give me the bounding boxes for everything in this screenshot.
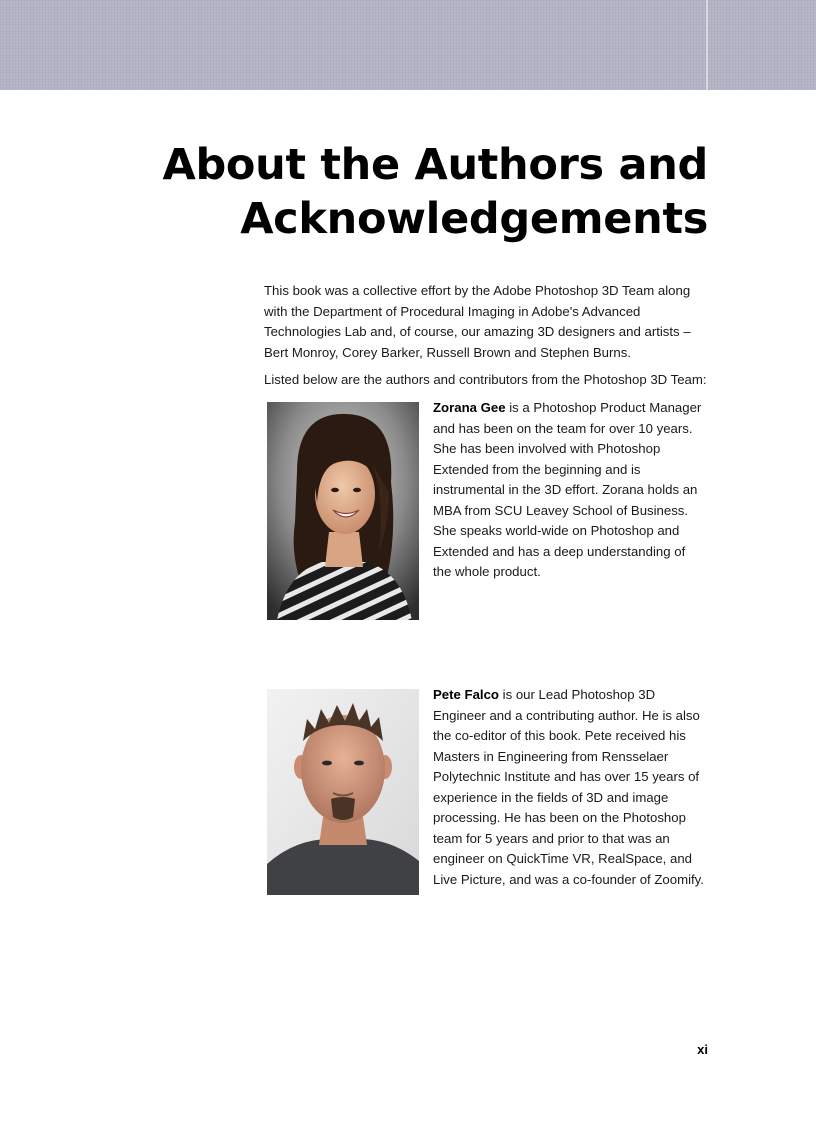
intro-text: [264, 281, 710, 398]
intro-paragraph: Listed below are the authors and contributors from the Photoshop 3D Team:: [264, 372, 707, 387]
author-photo-pete-falco: [267, 689, 419, 895]
author-bio-text: is our Lead Photoshop 3D Engineer and a contributing author. He is also the co-editor of this book. Pete received his Masters in Engineering from Rensselaer Polytechnic Institute and has over 15 years of experience in the fields of 3D and image processing. He has been on the Photoshop team for 5 years and prior to that was an engineer on QuickTime VR, RealSpace, and Live Picture, and was a co-founder of Zoomify.: [433, 687, 704, 887]
page-title: [148, 138, 708, 246]
intro-paragraph: This book was a collective effort by the Adobe Photoshop 3D Team along with the Department of Procedural Imaging in Adobe's Advanced Technologies Lab and, of course, our amazing 3D designers and artists – Bert Monroy, Corey Barker, Russell Brown and Stephen Burns.: [264, 283, 691, 360]
author-bio-text: is a Photoshop Product Manager and has been on the team for over 10 years. She has been involved with Photoshop Extended from the beginning and is instrumental in the 3D effort. Zorana holds an MBA from SCU Leavey School of Business. She speaks world-wide on Photoshop and Extended and has a deep understanding of the whole product.: [433, 400, 702, 579]
author-bio: [433, 398, 705, 583]
header-divider: [706, 0, 708, 90]
author-name: Zorana Gee: [433, 400, 506, 415]
author-photo-zorana-gee: [267, 402, 419, 620]
page-title-line-2: Acknowledgements: [240, 194, 708, 244]
page-title-line-1: About the Authors and: [162, 140, 708, 190]
header-band: [0, 0, 816, 90]
author-name: Pete Falco: [433, 687, 499, 702]
author-bio: [433, 685, 705, 890]
page-number: xi: [697, 1042, 708, 1057]
